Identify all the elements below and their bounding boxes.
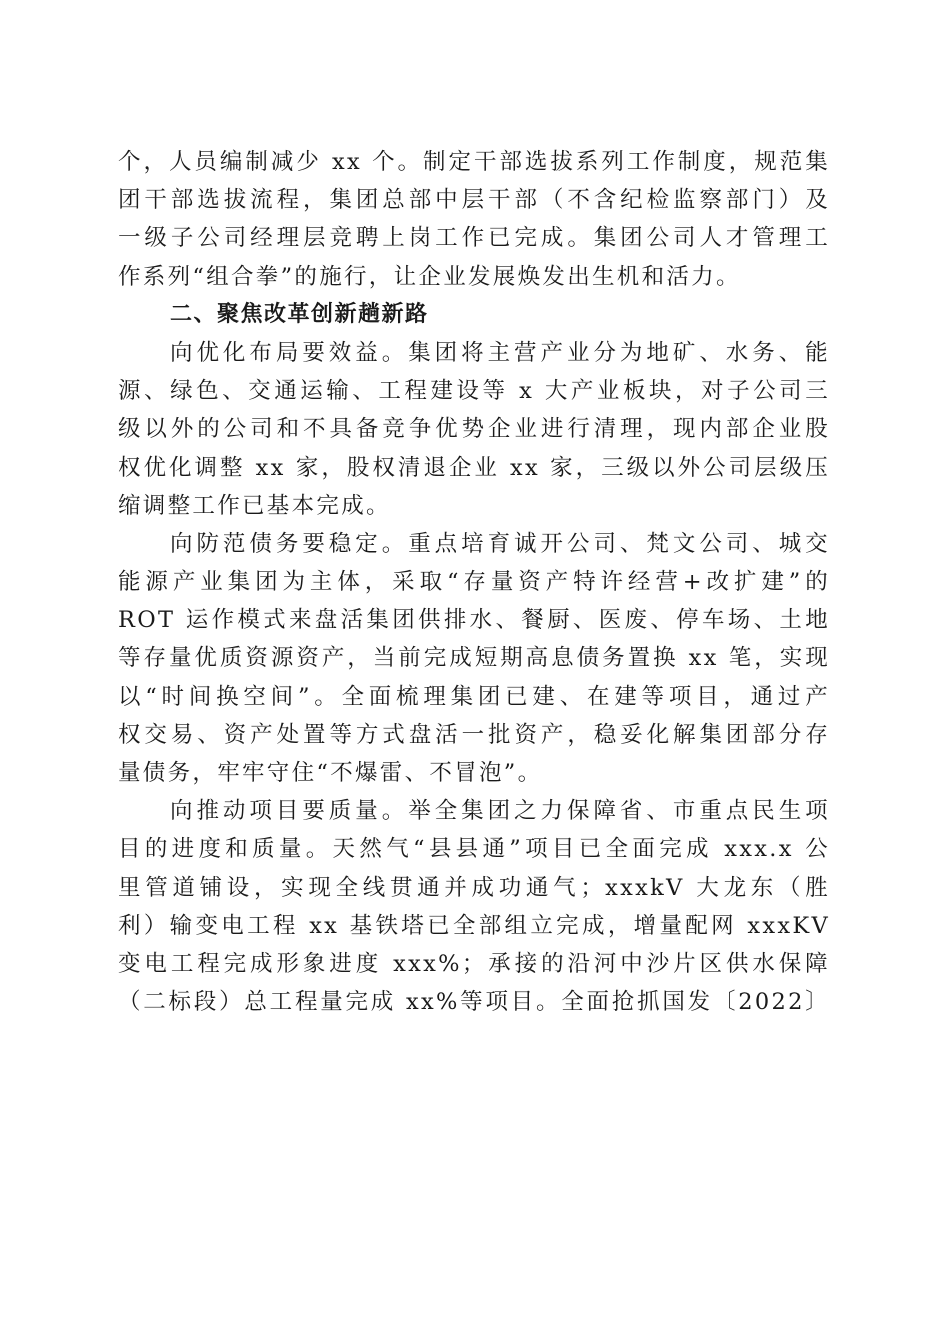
text-line: ROT 运作模式来盘活集团供排水、餐厨、医废、停车场、土地 xyxy=(118,607,830,634)
text-line: 等存量优质资源资产，当前完成短期高息债务置换 xx 笔，实现 xyxy=(118,645,830,672)
text-line: 作系列“组合拳”的施行，让企业发展焕发出生机和活力。 xyxy=(118,263,741,290)
text-line: 里管道铺设，实现全线贯通并成功通气；xxxkV 大龙东（胜 xyxy=(118,874,830,901)
text-line: 权优化调整 xx 家，股权清退企业 xx 家，三级以外公司层级压 xyxy=(118,454,830,481)
text-line: 以“时间换空间”。全面梳理集团已建、在建等项目，通过产 xyxy=(118,683,830,710)
text-line: 缩调整工作已基本完成。 xyxy=(118,492,391,519)
text-line: 个，人员编制减少 xx 个。制定干部选拔系列工作制度，规范集 xyxy=(118,149,830,175)
text-line: （二标段）总工程量完成 xx%等项目。全面抢抓国发〔2022〕 xyxy=(118,989,830,1016)
text-line: 级以外的公司和不具备竞争优势企业进行清理，现内部企业股 xyxy=(118,416,830,443)
paragraph-first-line: 向防范债务要稳定。重点培育诚开公司、梵文公司、城交 xyxy=(170,530,830,557)
text-line: 变电工程完成形象进度 xxx%；承接的沿河中沙片区供水保障 xyxy=(118,950,830,977)
paragraph-first-line: 向优化布局要效益。集团将主营产业分为地矿、水务、能 xyxy=(170,339,830,366)
text-line: 一级子公司经理层竞聘上岗工作已完成。集团公司人才管理工 xyxy=(118,225,830,252)
text-line: 团干部选拔流程，集团总部中层干部（不含纪检监察部门）及 xyxy=(118,187,830,214)
text-line: 能源产业集团为主体，采取“存量资产特许经营+改扩建”的 xyxy=(118,569,830,596)
text-line: 源、绿色、交通运输、工程建设等 x 大产业板块，对子公司三 xyxy=(118,378,830,405)
paragraph-first-line: 向推动项目要质量。举全集团之力保障省、市重点民生项 xyxy=(170,798,830,825)
section-heading: 二、聚焦改革创新趟新路 xyxy=(170,301,429,327)
text-line: 利）输变电工程 xx 基铁塔已全部组立完成，增量配网 xxxKV xyxy=(118,912,830,939)
body-text xyxy=(118,143,830,1021)
text-line: 量债务，牢牢守住“不爆雷、不冒泡”。 xyxy=(118,760,543,786)
text-line: 权交易、资产处置等方式盘活一批资产，稳妥化解集团部分存 xyxy=(118,721,830,748)
text-line: 目的进度和质量。天然气“县县通”项目已全面完成 xxx.x 公 xyxy=(118,836,830,863)
